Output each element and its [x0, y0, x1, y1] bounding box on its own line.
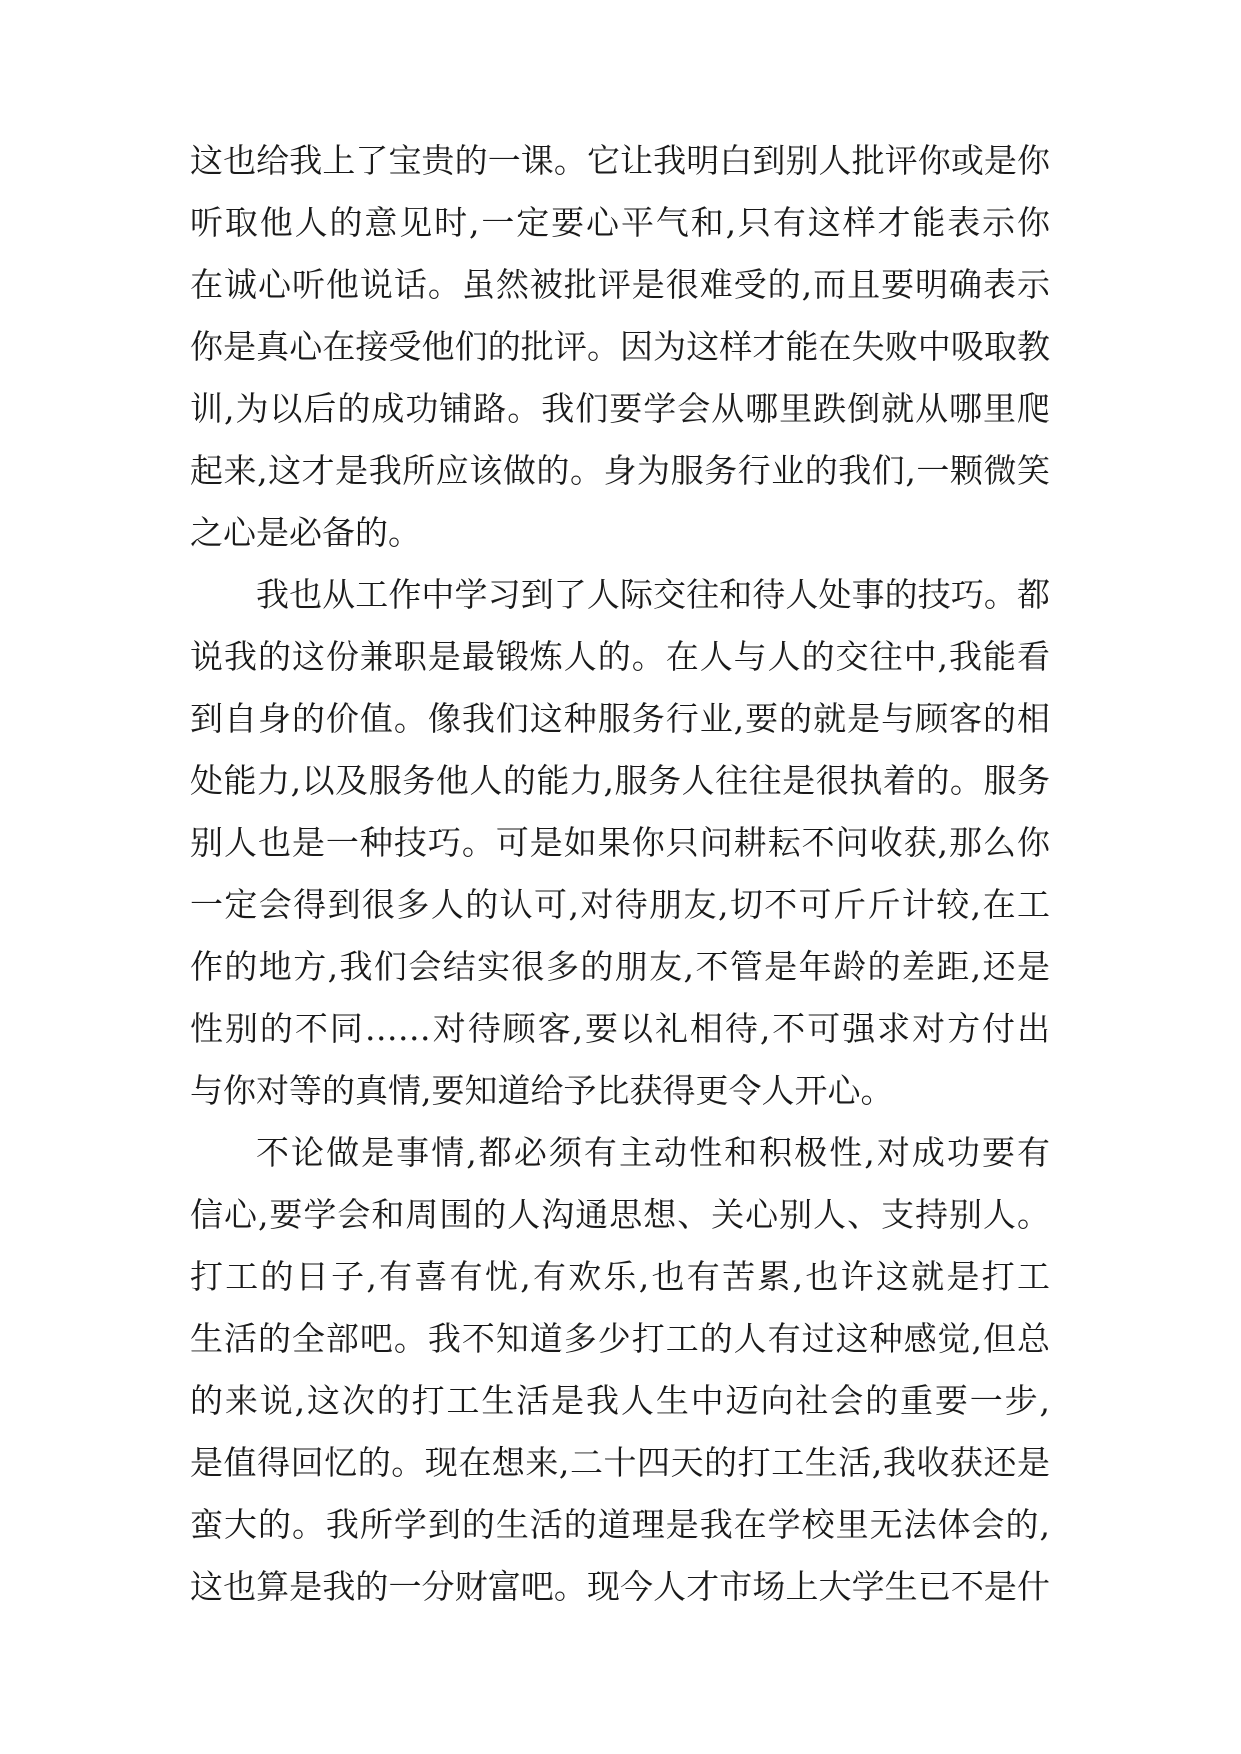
text-line: 打工的日子,有喜有忧,有欢乐,也有苦累,也许这就是打工 — [190, 1257, 1050, 1296]
text-line: 说我的这份兼职是最锻炼人的。在人与人的交往中,我能看 — [190, 637, 1050, 676]
text-line: 性别的不同……对待顾客,要以礼相待,不可强求对方付出 — [190, 1009, 1050, 1048]
text-line: 生活的全部吧。我不知道多少打工的人有过这种感觉,但总 — [190, 1319, 1050, 1358]
document-body — [190, 130, 1050, 1618]
text-line: 这也给我上了宝贵的一课。它让我明白到别人批评你或是你 — [190, 141, 1050, 180]
text-line: 处能力,以及服务他人的能力,服务人往往是很执着的。服务 — [190, 761, 1050, 800]
text-line: 别人也是一种技巧。可是如果你只问耕耘不问收获,那么你 — [190, 823, 1050, 862]
text-line: 不论做是事情,都必须有主动性和积极性,对成功要有 — [256, 1133, 1050, 1172]
text-line: 与你对等的真情,要知道给予比获得更令人开心。 — [190, 1071, 894, 1110]
text-line: 到自身的价值。像我们这种服务行业,要的就是与顾客的相 — [190, 699, 1050, 738]
text-line: 作的地方,我们会结实很多的朋友,不管是年龄的差距,还是 — [190, 947, 1050, 986]
text-line: 在诚心听他说话。虽然被批评是很难受的,而且要明确表示 — [190, 265, 1050, 304]
text-line: 信心,要学会和周围的人沟通思想、关心别人、支持别人。 — [190, 1195, 1050, 1234]
paragraph-2 — [190, 564, 1050, 1122]
text-line: 我也从工作中学习到了人际交往和待人处事的技巧。都 — [256, 575, 1050, 614]
text-line: 这也算是我的一分财富吧。现今人才市场上大学生已不是什 — [190, 1567, 1050, 1606]
text-line: 一定会得到很多人的认可,对待朋友,切不可斤斤计较,在工 — [190, 885, 1050, 924]
text-line: 起来,这才是我所应该做的。身为服务行业的我们,一颗微笑 — [190, 451, 1050, 490]
paragraph-3 — [190, 1122, 1050, 1618]
text-line: 听取他人的意见时,一定要心平气和,只有这样才能表示你 — [190, 203, 1050, 242]
text-line: 你是真心在接受他们的批评。因为这样才能在失败中吸取教 — [190, 327, 1050, 366]
text-line: 的来说,这次的打工生活是我人生中迈向社会的重要一步, — [190, 1381, 1050, 1420]
text-line: 是值得回忆的。现在想来,二十四天的打工生活,我收获还是 — [190, 1443, 1050, 1482]
paragraph-1 — [190, 130, 1050, 564]
text-line: 之心是必备的。 — [190, 513, 421, 552]
text-line: 蛮大的。我所学到的生活的道理是我在学校里无法体会的, — [190, 1505, 1050, 1544]
text-line: 训,为以后的成功铺路。我们要学会从哪里跌倒就从哪里爬 — [190, 389, 1050, 428]
